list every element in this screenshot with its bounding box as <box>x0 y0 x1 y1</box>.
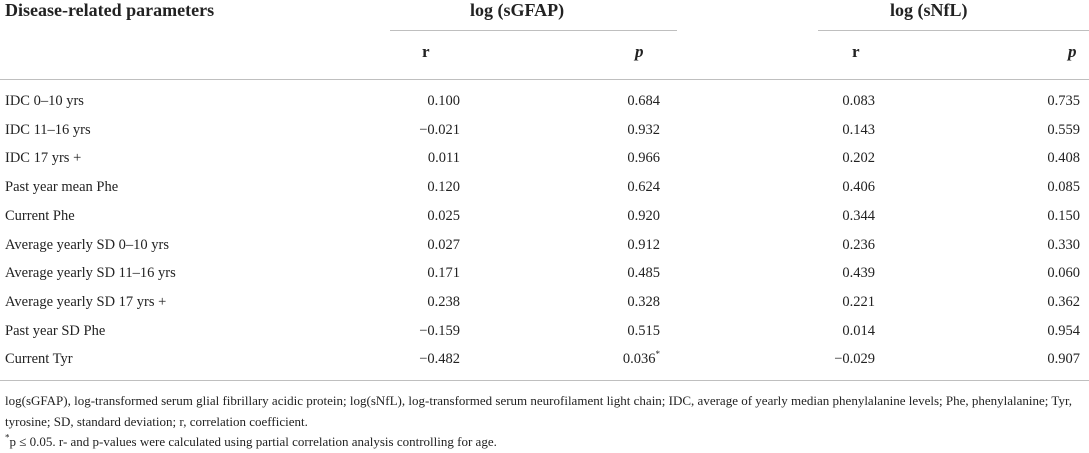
param-cell <box>5 150 81 167</box>
sgfap-p-cell-value: 0.920 <box>627 207 660 224</box>
snfl-r-cell <box>800 208 875 225</box>
table-row <box>0 208 1089 236</box>
sgfap-r-cell-value: 0.100 <box>427 93 460 109</box>
param-cell-value: IDC 17 yrs + <box>5 150 82 167</box>
table-row <box>0 122 1089 150</box>
sgfap-p-cell <box>575 323 660 340</box>
table-row <box>0 150 1089 178</box>
snfl-r-cell <box>800 323 875 340</box>
snfl-p-cell <box>990 237 1080 254</box>
table-row <box>0 265 1089 293</box>
table-row <box>0 179 1089 207</box>
sgfap-r-cell-value: −0.482 <box>419 351 460 368</box>
table-row <box>0 294 1089 322</box>
sgfap-group-header: log (sGFAP) <box>470 0 565 20</box>
table-row <box>0 93 1089 121</box>
param-cell <box>5 294 166 311</box>
table-row <box>0 237 1089 265</box>
sgfap-r-cell-value: 0.120 <box>427 179 460 196</box>
snfl-r-cell-value: 0.406 <box>842 179 875 196</box>
snfl-r-cell <box>800 179 875 196</box>
significance-text: p ≤ 0.05. r- and p-values were calculated using partial correlation analysis controlling for age. <box>9 434 497 449</box>
param-cell-value: Current Phe <box>5 207 75 224</box>
snfl-r-cell <box>800 351 875 368</box>
snfl-p-cell-value: 0.150 <box>1047 207 1080 224</box>
param-cell <box>5 122 91 139</box>
sgfap-p-cell-value: 0.036 <box>622 351 656 368</box>
sgfap-r-cell-value: 0.025 <box>427 207 460 224</box>
snfl-r-cell-value: −0.029 <box>834 351 875 368</box>
snfl-p-cell-value: 0.362 <box>1047 293 1080 310</box>
sgfap-r-cell <box>380 265 460 282</box>
sgfap-r-cell <box>380 93 460 110</box>
sgfap-p-cell-value: 0.328 <box>627 293 660 310</box>
sgfap-r-cell <box>380 323 460 340</box>
significance-mark: * <box>655 349 660 360</box>
sgfap-r-cell <box>380 150 460 167</box>
snfl-p-cell-value: 0.907 <box>1047 351 1080 368</box>
sgfap-p-cell-value: 0.932 <box>627 121 660 138</box>
sgfap-p-cell <box>575 122 660 139</box>
sgfap-p-cell-value: 0.684 <box>627 93 660 109</box>
sgfap-p-cell <box>575 150 660 167</box>
sgfap-r-cell-value: 0.027 <box>427 236 460 253</box>
snfl-r-cell-value: 0.344 <box>842 207 875 224</box>
sgfap-r-cell-value: −0.021 <box>419 121 460 138</box>
sgfap-r-cell-value: 0.171 <box>427 265 460 282</box>
sgfap-p-cell-value: 0.624 <box>627 179 660 196</box>
snfl-group-header: log (sNfL) <box>890 0 968 20</box>
snfl-p-cell <box>990 93 1080 110</box>
snfl-p-cell <box>990 294 1080 311</box>
sgfap-p-cell <box>575 93 660 110</box>
param-cell <box>5 179 118 196</box>
sgfap-r-cell <box>380 122 460 139</box>
sgfap-p-cell <box>575 265 660 282</box>
sgfap-r-cell-value: 0.238 <box>427 293 460 310</box>
sgfap-r-header: r <box>422 42 430 61</box>
snfl-p-cell <box>990 122 1080 139</box>
abbreviations-footnote: log(sGFAP), log-transformed serum glial fibrillary acidic protein; log(sNfL), log-transformed serum neurofilament light chain; IDC, average of yearly median phenylalanine levels; Phe, phenylalanine; Tyr, tyrosine; SD, standard deviation; r, correlation coefficient. <box>5 393 1073 429</box>
snfl-r-cell-value: 0.014 <box>842 322 875 339</box>
param-cell <box>5 208 75 225</box>
param-cell-value: IDC 11–16 yrs <box>5 121 91 138</box>
param-cell-value: Past year mean Phe <box>5 179 119 196</box>
snfl-p-cell-value: 0.330 <box>1047 236 1080 253</box>
snfl-p-cell-value: 0.408 <box>1047 150 1080 167</box>
param-cell <box>5 93 84 110</box>
sgfap-p-cell <box>575 237 660 254</box>
sgfap-r-cell-value: −0.159 <box>419 322 460 339</box>
sgfap-p-cell-value: 0.912 <box>627 236 660 253</box>
snfl-r-cell <box>800 93 875 110</box>
sgfap-group-rule <box>390 30 677 31</box>
snfl-p-cell-value: 0.559 <box>1047 121 1080 138</box>
snfl-r-cell-value: 0.221 <box>842 293 875 310</box>
snfl-p-header: p <box>1068 42 1077 61</box>
snfl-r-cell <box>800 237 875 254</box>
snfl-p-cell-value: 0.060 <box>1047 265 1080 282</box>
param-cell <box>5 265 176 282</box>
snfl-r-cell <box>800 265 875 282</box>
sgfap-r-cell <box>380 237 460 254</box>
param-cell-value: IDC 0–10 yrs <box>5 93 84 109</box>
sgfap-p-cell <box>575 294 660 311</box>
snfl-p-cell <box>990 265 1080 282</box>
snfl-r-header: r <box>852 42 860 61</box>
sgfap-p-cell <box>575 179 660 196</box>
param-cell-value: Current Tyr <box>5 351 73 368</box>
sgfap-p-header: p <box>635 42 644 61</box>
sgfap-p-cell-value: 0.485 <box>627 265 660 282</box>
snfl-r-cell-value: 0.236 <box>842 236 875 253</box>
snfl-r-cell-value: 0.083 <box>842 93 875 109</box>
snfl-p-cell <box>990 150 1080 167</box>
snfl-r-cell-value: 0.143 <box>842 121 875 138</box>
sgfap-p-cell <box>575 208 660 225</box>
snfl-p-cell-value: 0.735 <box>1047 93 1080 109</box>
param-cell-value: Average yearly SD 11–16 yrs <box>5 265 176 282</box>
snfl-r-cell <box>800 150 875 167</box>
snfl-p-cell-value: 0.954 <box>1047 322 1080 339</box>
param-cell-value: Average yearly SD 0–10 yrs <box>5 236 170 253</box>
snfl-group-rule <box>818 30 1089 31</box>
sgfap-r-cell <box>380 351 460 368</box>
snfl-r-cell <box>800 294 875 311</box>
snfl-r-cell-value: 0.202 <box>842 150 875 167</box>
sgfap-r-cell-value: 0.011 <box>427 150 460 167</box>
sgfap-p-cell-value: 0.515 <box>627 322 660 339</box>
header-rule <box>0 79 1089 80</box>
sgfap-r-cell <box>380 179 460 196</box>
param-cell-value: Average yearly SD 17 yrs + <box>5 293 167 310</box>
parameters-header: Disease-related parameters <box>5 0 215 20</box>
table-row <box>0 351 1089 379</box>
sgfap-r-cell <box>380 208 460 225</box>
param-cell-value: Past year SD Phe <box>5 322 106 339</box>
snfl-p-cell <box>990 208 1080 225</box>
snfl-r-cell-value: 0.439 <box>842 265 875 282</box>
bottom-rule <box>0 380 1089 381</box>
significance-mark: * <box>5 432 10 443</box>
snfl-p-cell <box>990 179 1080 196</box>
param-cell <box>5 323 105 340</box>
snfl-r-cell <box>800 122 875 139</box>
sgfap-p-cell <box>575 351 660 368</box>
param-cell <box>5 351 73 368</box>
snfl-p-cell-value: 0.085 <box>1047 179 1080 196</box>
snfl-p-cell <box>990 323 1080 340</box>
significance-footnote <box>5 431 1085 452</box>
sgfap-r-cell <box>380 294 460 311</box>
param-cell <box>5 237 169 254</box>
snfl-p-cell <box>990 351 1080 368</box>
sgfap-p-cell-value: 0.966 <box>627 150 660 167</box>
table-row <box>0 323 1089 351</box>
